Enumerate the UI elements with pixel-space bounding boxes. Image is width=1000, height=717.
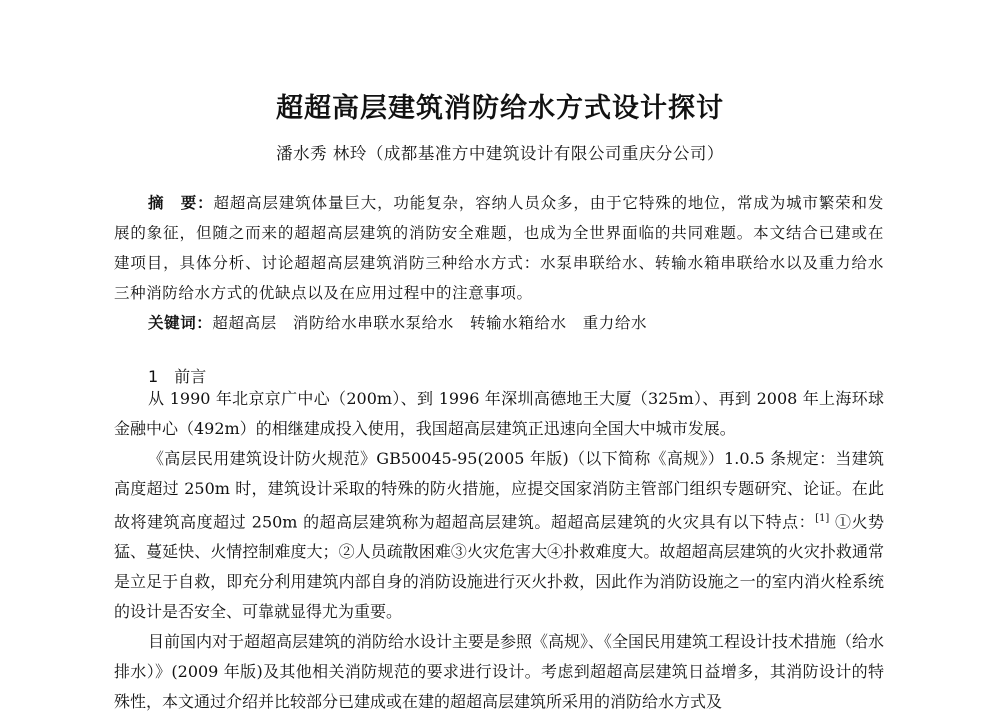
abstract-block — [114, 188, 884, 308]
body-paragraph: 目前国内对于超超高层建筑的消防给水设计主要是参照《高规》、《全国民用建筑工程设计技术措施（给水排水）》(2009 年版)及其他相关消防规范的要求进行设计。考虑到超超高层建筑日益增多，其消防设计的特殊性，本文通过介绍并比较部分已建成或在建的超超高层建筑所采用的消防给水方式及 — [114, 632, 885, 712]
paragraph-text: 《高层民用建筑设计防火规范》GB50045-95(2005 年版)（以下简称《高规》）1.0.5 条规定：当建筑高度超过 250m 时，建筑设计采取的特殊的防火措施，应提交国家消防主管部门组织专题研究、论证。在此故将建筑高度超过 250m 的超高层建筑称为超超高层建筑。超超高层建筑的火灾具有以下特点： — [114, 449, 884, 532]
citation-marker: [1] — [815, 513, 830, 524]
abstract-text: 超超高层建筑体量巨大，功能复杂，容纳人员众多，由于它特殊的地位，常成为城市繁荣和发展的象征，但随之而来的超超高层建筑的消防安全难题，也成为全世界面临的共同难题。本文结合已建或在建项目，具体分析、讨论超超高层建筑消防三种给水方式：水泵串联给水、转输水箱串联给水以及重力给水三种消防给水方式的优缺点以及在应用过程中的注意事项。 — [114, 194, 884, 302]
keywords-text: 超超高层 消防给水串联水泵给水 转输水箱给水 重力给水 — [212, 314, 648, 332]
keywords-label: 关键词： — [148, 313, 213, 332]
section-number: 1 — [148, 367, 159, 386]
keywords-block — [148, 308, 884, 338]
body-paragraph: 从 1990 年北京京广中心（200m）、到 1996 年深圳高德地王大厦（325m）、再到 2008 年上海环球金融中心（492m）的相继建成投入使用，我国超高层建筑正迅速向全国大中城市发展。 — [114, 389, 884, 438]
abstract-label: 摘 要： — [148, 193, 214, 212]
body-paragraph — [114, 444, 884, 627]
paragraph-text: ①火势猛、蔓延快、火情控制难度大；②人员疏散困难③火灾危害大④扑救难度大。故超超高层建筑的火灾扑救通常是立足于自救，即充分利用建筑内部自身的消防设施进行灭火扑救，因此作为消防设施之一的室内消火栓系统的设计是否安全、可靠就显得尤为重要。 — [114, 512, 884, 622]
paper-authors: 潘水秀 林玲（成都基准方中建筑设计有限公司重庆分公司） — [276, 144, 724, 163]
paper-title: 超超高层建筑消防给水方式设计探讨 — [276, 93, 724, 124]
section-body — [114, 384, 884, 717]
section-title: 前言 — [174, 367, 207, 386]
